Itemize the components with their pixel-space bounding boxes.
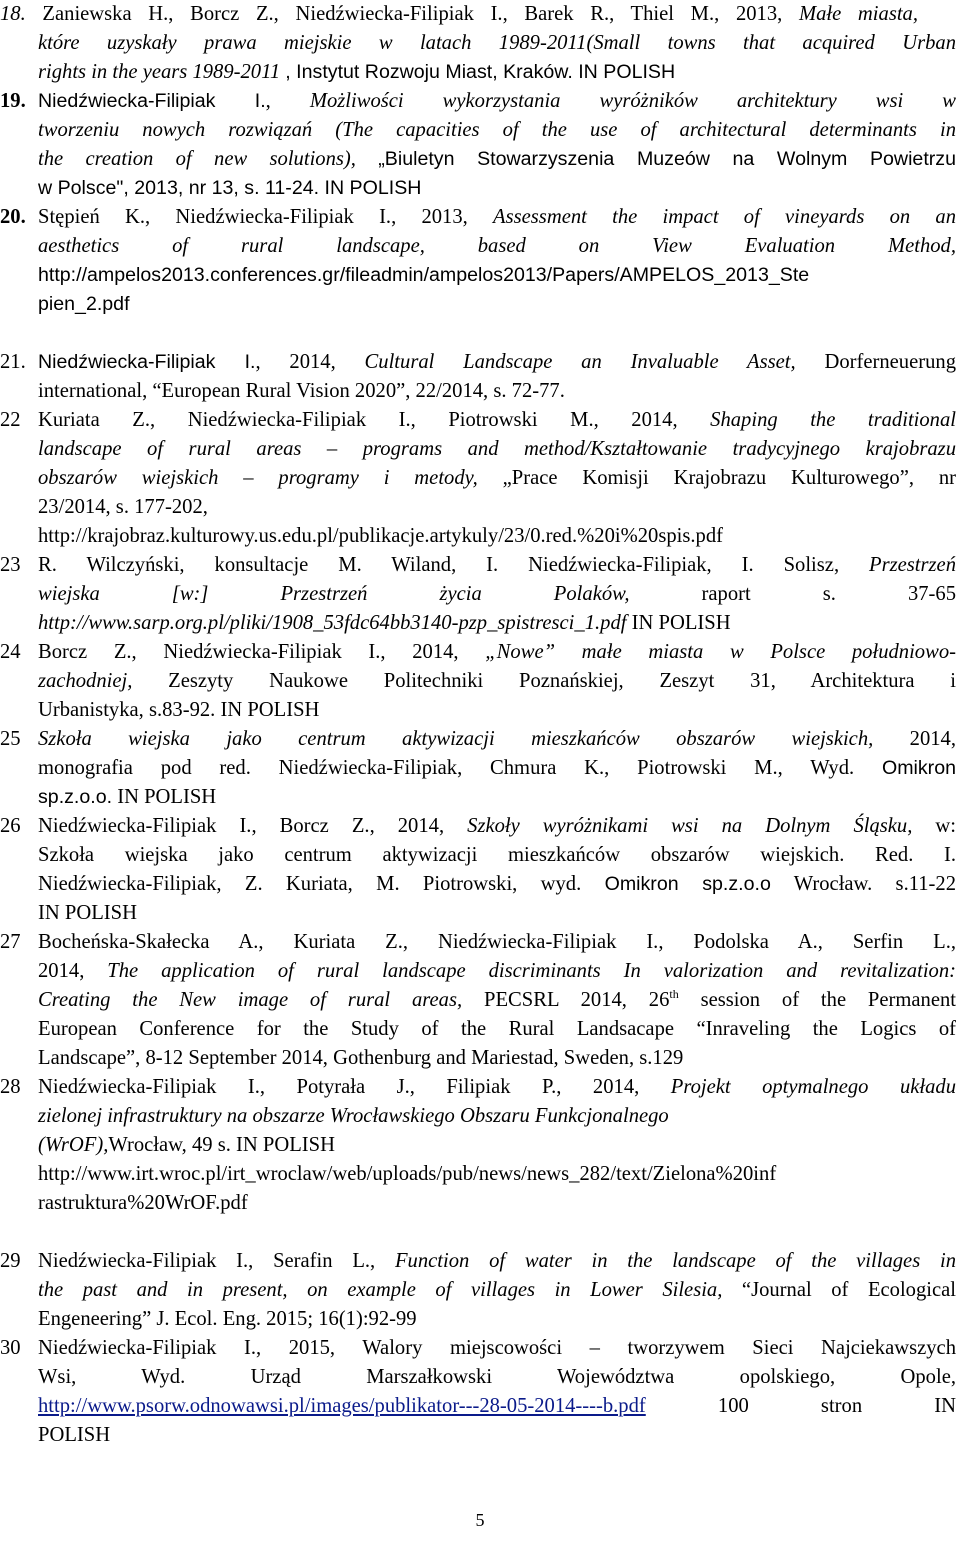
entry-authors: Kuriata Z., Niedźwiecka-Filipiak I., Piotrowski M., 2014,	[38, 409, 711, 431]
entry-title: Możliwości wykorzystania wyróżników architektury wsi w	[309, 90, 956, 112]
entry-number: 27	[0, 931, 21, 953]
entry-journal: Dorferneuerung	[795, 351, 956, 373]
entry-authors: Zaniewska H., Borcz Z., Niedźwiecka-Filipiak I., Barek R., Thiel M., 2013,	[42, 3, 799, 25]
entry-authors: R. Wilczyński, konsultacje M. Wiland, I. Niedźwiecka-Filipiak, I. Solisz,	[38, 554, 870, 576]
entry-journal: Zeszyty Naukowe Politechniki Poznańskiej, Zeszyt 31, Architektura i	[132, 670, 956, 692]
entry-journal: 23/2014, s. 177-202,	[38, 496, 208, 518]
entry-18-line-1	[0, 0, 918, 28]
entry-authors: Niedźwiecka-Filipiak I., Borcz Z., 2014,	[38, 815, 468, 837]
entry-title: Cultural Landscape an Invaluable Asset,	[364, 351, 796, 373]
entry-publisher: sp.z.o.o.	[38, 786, 113, 808]
entry-title: Function of water in the landscape of the villages in	[394, 1250, 956, 1272]
entry-title: Szkoła wiejska jako centrum aktywizacji mieszkańców obszarów wiejskich,	[38, 728, 874, 750]
entry-number: 28	[0, 1076, 21, 1098]
entry-text: Niedźwiecka-Filipiak I., 2015, Walory miejscowości – tworzywem Sieci Najciekawszych	[38, 1337, 956, 1359]
entry-conference: session of the Permanent	[678, 989, 956, 1011]
entry-url[interactable]: rastruktura%20WrOF.pdf	[38, 1192, 248, 1214]
entry-number: 21.	[0, 351, 26, 373]
language-tag: IN POLISH	[626, 612, 731, 634]
entry-number: 30	[0, 1337, 21, 1359]
entry-authors: Stępień K., Niedźwiecka-Filipiak I., 2013,	[38, 206, 494, 228]
entry-conference: European Conference for the Study of the Rural Landsacape “Inraveling the Logics of	[38, 1018, 956, 1040]
entry-title: Creating the New image of rural areas,	[38, 989, 463, 1011]
entry-journal: „Prace Komisji Krajobrazu Kulturowego”, nr	[502, 467, 956, 489]
entry-title: Shaping the traditional	[710, 409, 956, 431]
entry-title: obszarów wiejskich – programy i metody,	[38, 467, 503, 489]
entry-title: które uzyskały prawa miejskie w latach 1989-2011(Small towns that acquired Urban	[38, 32, 956, 54]
separator: ,	[265, 90, 310, 112]
entry-book: Szkoła wiejska jako centrum aktywizacji mieszkańców obszarów wiejskich. Red. I.	[38, 844, 956, 866]
entry-year: 2014,	[873, 728, 957, 750]
entry-publisher: Omikron	[881, 757, 956, 779]
entry-title: Assessment the impact of vineyards on an	[493, 206, 956, 228]
entry-journal: international, “European Rural Vision 2020”, 22/2014, s. 72-77.	[38, 380, 565, 402]
entry-url[interactable]: pien_2.pdf	[38, 293, 130, 315]
entry-url[interactable]: http://krajobraz.kulturowy.us.edu.pl/publikacje.artykuly/23/0.red.%20i%20spis.pdf	[38, 525, 723, 547]
entry-title: tworzeniu nowych rozwiązań (The capacities of the use of architectural determinants in	[38, 119, 956, 141]
entry-year: 2014,	[38, 960, 108, 982]
entry-title: landscape of rural areas – programs and method/Kształtowanie tradycyjnego krajobrazu	[38, 438, 956, 460]
entry-journal: Urbanistyka, s.83-92. IN POLISH	[38, 699, 320, 721]
entry-author: Niedźwiecka-Filipiak I.	[38, 351, 256, 373]
entry-pages: 100 stron IN	[645, 1395, 956, 1417]
language-tag: POLISH	[38, 1424, 111, 1446]
entry-journal: w Polsce", 2013, nr 13, s. 11-24.	[38, 177, 320, 199]
entry-title: Szkoły wyróżnikami wsi na Dolnym Śląsku,	[467, 815, 913, 837]
entry-title: Przestrzeń	[869, 554, 956, 576]
entry-title: the creation of new solutions),	[38, 148, 379, 170]
entry-url[interactable]: http://www.irt.wroc.pl/irt_wroclaw/web/uploads/pub/news/news_282/text/Zielona%20inf	[38, 1163, 777, 1185]
entry-url[interactable]: http://www.sarp.org.pl/pliki/1908_53fdc64bb3140-pzp_spistresci_1.pdf	[38, 612, 627, 634]
entry-title: Projekt optymalnego układu	[670, 1076, 956, 1098]
entry-number: 19.	[0, 90, 26, 112]
entry-title: rights in the years 1989-2011	[38, 61, 286, 83]
entry-number: 26	[0, 815, 21, 837]
entry-authors: Niedźwiecka-Filipiak I., Serafin L.,	[38, 1250, 395, 1272]
entry-publisher: , Instytut Rozwoju Miast, Kraków. IN POLISH	[285, 61, 676, 83]
entry-conference: PECSRL 2014, 26	[462, 989, 670, 1011]
entry-number: 22	[0, 409, 21, 431]
entry-journal: Engeneering” J. Ecol. Eng. 2015; 16(1):92-99	[38, 1308, 417, 1330]
entry-journal: “Journal of Ecological	[722, 1279, 956, 1301]
entry-number: 24	[0, 641, 21, 663]
entry-title: wiejska [w:] Przestrzeń życia Polaków,	[38, 583, 630, 605]
entry-author: Niedźwiecka-Filipiak I.	[38, 90, 266, 112]
entry-pages: Wrocław. s.11-22	[770, 873, 957, 895]
entry-publisher: monografia pod red. Niedźwiecka-Filipiak, Chmura K., Piotrowski M., Wyd.	[38, 757, 882, 779]
entry-number: 29	[0, 1250, 21, 1272]
language-tag: IN POLISH	[112, 786, 217, 808]
entry-number: 18.	[0, 3, 26, 25]
entry-title: „Nowe” małe miasta w Polsce południowo-	[485, 641, 956, 663]
entry-pages: raport s. 37-65	[629, 583, 956, 605]
entry-title: (WrOF),	[38, 1134, 109, 1156]
entry-publisher: Wrocław, 49 s. IN POLISH	[108, 1134, 335, 1156]
entry-number: 25	[0, 728, 21, 750]
entry-title: zielonej infrastruktury na obszarze Wrocławskiego Obszaru Funkcjonalnego	[38, 1105, 669, 1127]
language-tag: IN POLISH	[319, 177, 422, 199]
entry-title: zachodniej,	[38, 670, 133, 692]
entry-journal: „Biuletyn Stowarzyszenia Muzeów na Wolnym Powietrzu	[378, 148, 956, 170]
entry-title: the past and in present, on example of villages in Lower Silesia,	[38, 1279, 723, 1301]
entry-in: w:	[912, 815, 956, 837]
entry-conference: Landscape”, 8-12 September 2014, Gothenburg and Mariestad, Sweden, s.129	[38, 1047, 684, 1069]
entry-title: The application of rural landscape discriminants In valorization and revitalization:	[107, 960, 956, 982]
entry-title: aesthetics of rural landscape, based on View Evaluation Method,	[38, 235, 956, 257]
separator: , 2014,	[255, 351, 365, 373]
page-number: 5	[475, 1510, 485, 1530]
entry-authors: Bocheńska-Skałecka A., Kuriata Z., Niedźwiecka-Filipiak I., Podolska A., Serfin L.,	[38, 931, 956, 953]
ordinal-suffix: th	[669, 987, 679, 1001]
language-tag: IN POLISH	[38, 902, 137, 924]
entry-url[interactable]: http://ampelos2013.conferences.gr/fileadmin/ampelos2013/Papers/AMPELOS_2013_Ste	[38, 264, 810, 286]
entry-number: 23	[0, 554, 21, 576]
entry-link[interactable]: http://www.psorw.odnowawsi.pl/images/publikator---28-05-2014----b.pdf	[38, 1395, 646, 1417]
entry-authors: Borcz Z., Niedźwiecka-Filipiak I., 2014,	[38, 641, 486, 663]
entry-number: 20.	[0, 206, 26, 228]
entry-publisher: Wsi, Wyd. Urząd Marszałkowski Województwa opolskiego, Opole,	[38, 1366, 956, 1388]
entry-title: Małe miasta,	[798, 3, 919, 25]
entry-authors: Niedźwiecka-Filipiak I., Potyrała J., Filipiak P., 2014,	[38, 1076, 671, 1098]
entry-editors: Niedźwiecka-Filipiak, Z. Kuriata, M. Piotrowski, wyd.	[38, 873, 605, 895]
entry-publisher: Omikron sp.z.o.o	[604, 873, 771, 895]
